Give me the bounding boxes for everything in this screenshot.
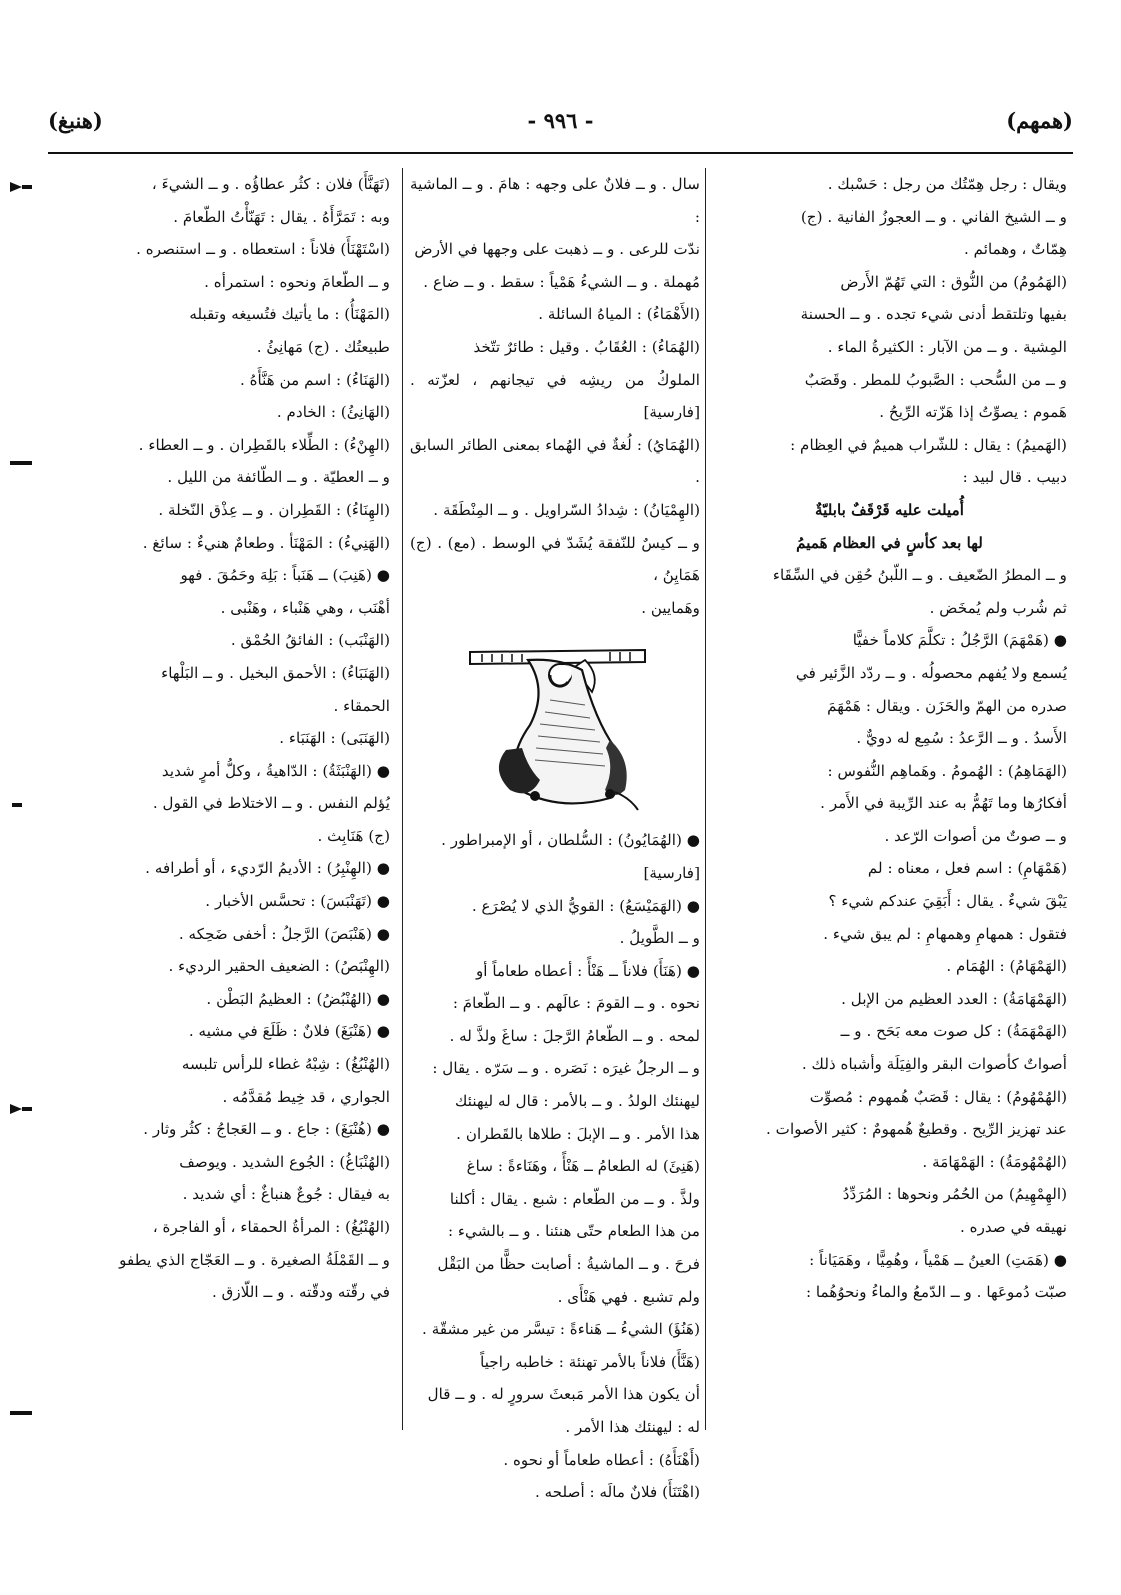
entry-line: ● (هَنْبَغَ) فلانٌ : ظَلَعَ في مشيه . xyxy=(188,1022,390,1041)
entry-line: ثم شُرب ولم يُمخَض . xyxy=(929,598,1067,617)
verse-line: لها بعد كأسٍ في العظام هَميمُ xyxy=(796,533,983,552)
entry-line: الحمقاء . xyxy=(333,696,390,715)
verse-line: أُميلت عليه قَرْقَفٌ بابليّةٌ xyxy=(814,500,964,519)
entry-line: (هَنِئَ) له الطعامُ ــ هَنْأً ، وهَنَاءةً : ساغ xyxy=(466,1157,700,1176)
entry-line: أن يكون هذا الأمر مَبعثَ سرورٍ له . و ــ قال xyxy=(427,1385,700,1404)
entry-line: و ــ من السُّحب : الصَّبوبُ للمطر . وقَصَبٌ xyxy=(804,370,1067,389)
entry-line: (الهِنْبَصُ) : الضعيف الحقير الرديء . xyxy=(168,957,390,976)
entry-line: (الهُمْهُومَةُ) : الهَمْهَامَة . xyxy=(922,1152,1067,1171)
entry-line: (هَنَّأَ) فلاناً بالأمر تهنئة : خاطبه راجياً xyxy=(480,1352,700,1371)
entry-line: و ــ كيسٌ للنّفقة يُشَدّ في الوسط . (مع) . (ج) هَمَايِنُ ، xyxy=(410,533,700,585)
entry-line: طبيعتُك . (ج) مَهانِئُ . xyxy=(256,337,390,356)
entry-line: فرحَ . و ــ الماشيةُ : أصابت حظًّا من البَقْل xyxy=(437,1255,700,1274)
entry-line: بفيها وتلتقط أدنى شيء تجده . و ــ الحسنة xyxy=(800,305,1067,324)
header-rule xyxy=(48,152,1073,154)
entry-line: [فارسية] xyxy=(643,863,700,882)
entry-line: وهَمايين . xyxy=(641,598,700,617)
entry-line: صدره من الهمّ والحَزَن . ويقال : هَمْهَمَ xyxy=(827,696,1067,715)
entry-line: (ج) هَنَابِث . xyxy=(317,826,390,845)
entry-line: من هذا الطعام حتّى هنئنا . و ــ بالشيء : xyxy=(447,1222,700,1241)
entry-line: (أَهْنَأَهُ) : أعطاه طعاماً أو نحوه . xyxy=(503,1450,700,1469)
entry-line: و ــ المطرُ الضّعيف . و ــ اللّبنُ حُقِن في السِّقَاء xyxy=(772,566,1067,585)
entry-line: لمحه . و ــ الطّعامُ الرَّجلَ : ساغَ ولذَّ له . xyxy=(449,1026,700,1045)
entry-line: صبّت دُموعَها . و ــ الدّمعُ والماءُ ونحوُهُما : xyxy=(805,1283,1067,1302)
entry-line: يُسمع ولا يُفهم محصولُه . و ــ ردّد الزَّئير في xyxy=(795,663,1067,682)
page-number: - ٩٩٦ - xyxy=(527,108,594,133)
entry-line: ● (هَنِبَ) ــ هَنَباً : بَلِهَ وحَمُقَ . فهو xyxy=(180,566,390,585)
entry-line: وبه : تَمَرَّأَهُ . يقال : تَهَنّأْتُ الطّعامَ . xyxy=(173,207,390,226)
entry-line: في رقّته ودقّته . و ــ اللّازق . xyxy=(211,1283,390,1302)
running-head-left: (هنبغ) xyxy=(48,108,103,133)
entry-line: ليهنئك الولدُ . و ــ بالأمر : قال له ليهنئك xyxy=(455,1092,700,1111)
entry-line: ● (الهُنْبُضُ) : العظيمُ البَطْن . xyxy=(206,989,390,1008)
entry-line: سال . و ــ فلانٌ على وجهه : هامَ . و ــ الماشية : xyxy=(410,175,700,226)
entry-line: (الهَمْهَامَةُ) : العدد العظيم من الإبل . xyxy=(841,989,1067,1008)
entry-line: نهيقه في صدره . xyxy=(959,1218,1067,1236)
column-middle xyxy=(410,168,700,1502)
entry-line: (الهُنْبُغُ) : المرأةُ الحمقاء ، أو الفاجرة ، xyxy=(152,1218,390,1236)
entry-line: هَموم : يصوِّتُ إذا هَزّته الرِّيحُ . xyxy=(879,403,1067,422)
entry-line: (الهَنَبَى) : الهَنَبَاء . xyxy=(279,729,390,748)
entry-line: (الهَمْهَمَةُ) : كل صوت معه بَحَح . و ــ xyxy=(840,1022,1067,1041)
column-divider xyxy=(705,168,706,1430)
entry-line: يُؤلم النفس . و ــ الاختلاط في القول . xyxy=(152,794,390,813)
entry-line: ● (الهِنْبِرُ) : الأديمُ الرّديء ، أو أطرافه . xyxy=(145,859,390,878)
entry-line: (الهَمُومُ) من النُّوق : التي تَهُمّ الأَرض xyxy=(840,272,1067,291)
entry-line: (الهَمَاهِمُ) : الهُمومُ . وهَماهِم النُّفوس : xyxy=(827,761,1067,780)
margin-dash-icon xyxy=(8,458,34,470)
margin-arrow-icon xyxy=(8,180,34,192)
entry-line: (الهُنْبُغُ) : شِبْهُ غطاء للرأس تلبسه xyxy=(181,1055,390,1074)
entry-line: دبيب . قال لبيد : xyxy=(962,468,1067,487)
entry-line: ندّت للرعى . و ــ ذهبت على وجهها في الأرض xyxy=(414,240,700,259)
margin-dash-icon xyxy=(8,800,34,812)
entry-line: (الهِمْهِيمُ) من الحُمُر ونحوها : المُرَدِّدُ xyxy=(842,1185,1067,1204)
entry-line: أفكارُها وما تَهُمُّ به عند الرِّيبة في الأَمر . xyxy=(820,794,1067,813)
entry-line: ولم تشبع . فهي هَنْأَى . xyxy=(557,1287,700,1306)
entry-line: الجواري ، قد خِيط مُقدَّمُه . xyxy=(222,1087,390,1106)
entry-line: أهْنَب ، وهي هَنْباء ، وهَنْبى . xyxy=(220,598,390,617)
entry-line: ● (الهَنْبَثَةُ) : الدّاهيةُ ، وكلُّ أمرٍ شديد xyxy=(161,761,390,780)
entry-line: له : ليهنئك هذا الأمر . xyxy=(565,1418,700,1436)
entry-line: و ــ العطيّة . و ــ الطّائفة من الليل . xyxy=(167,468,390,487)
margin-arrow-icon xyxy=(8,1102,34,1114)
entry-line: نحوه . و ــ القومَ : عالَهم . و ــ الطّعامَ : xyxy=(452,994,700,1013)
margin-dash-icon xyxy=(8,1408,34,1420)
entry-line: ● (تَهَنْبَسَ) : تحسَّس الأخبار . xyxy=(205,892,390,911)
entry-line: عند تهزيز الرِّيح . وقطيعٌ هُمهومٌ : كثير الأصوات . xyxy=(766,1120,1067,1139)
column-right xyxy=(712,168,1067,1428)
entry-line: (الهُمَايُ) : لُغةٌ في الهُماء بمعنى الطائر السابق . xyxy=(410,435,700,487)
entry-line: (هَنُؤَ) الشيءُ ــ هَناءةً : تيسَّر من غير مشقّة . xyxy=(422,1320,700,1339)
entry-line: الملوكُ من ريشِه في تيجانهم ، لعزّته . [فارسية] xyxy=(410,370,700,422)
entry-line: و ــ صوتٌ من أصوات الرّعد . xyxy=(884,826,1067,845)
entry-line: و ــ القَمْلَةُ الصغيرة . و ــ العَجّاج الذي يطفو xyxy=(119,1250,390,1269)
entry-line: (تَهَنَّأَ) فلان : كثُر عطاؤُه . و ــ الشيءَ ، xyxy=(151,175,390,193)
running-head-right: (همهم) xyxy=(1006,108,1073,133)
entry-line: (الهَميمُ) : يقال : للشّراب هميمٌ في العِظام : xyxy=(790,435,1067,454)
entry-line: هِمّاتٌ ، وهمائم . xyxy=(963,240,1067,259)
column-divider xyxy=(402,168,403,1430)
entry-line: (الهُمَاءُ) : العُقَابُ . وقيل : طائرٌ تتّخذ xyxy=(473,337,700,356)
entry-line: ولذَّ . و ــ من الطّعام : شبع . يقال : أكلنا xyxy=(449,1189,700,1208)
entry-line: و ــ الطّعامَ ونحوه : استمرأه . xyxy=(204,272,390,291)
entry-line: ويقال : رجل هِمّتُك من رجل : حَسْبك . xyxy=(827,175,1067,193)
entry-line: (الهَنِيءُ) : المَهْنَأ . وطعامٌ هنيءٌ : سائغ . xyxy=(142,533,390,552)
entry-line: أصواتٌ كأصوات البقر والفِيَلَة وأشباه ذلك . xyxy=(801,1055,1067,1074)
entry-line: (الهَنْبَب) : الفائقُ الحُمْق . xyxy=(230,631,390,650)
entry-line: فتقول : همهامِ وهمهامِ : لم يبق شيء . xyxy=(823,924,1067,943)
entry-line: به فيقال : جُوعٌ هنباغٌ : أي شديد . xyxy=(182,1185,390,1204)
entry-line: يَبْقَ شيءٌ . يقال : أَبَقِيَ عندكم شيء ؟ xyxy=(828,892,1067,911)
entry-line: ● (هَنْبَصَ) الرَّجلُ : أخفى ضَحِكه . xyxy=(178,924,390,943)
entry-line: ● (الهُمَايُونُ) : السُّلطان ، أو الإمبراطور . xyxy=(441,831,700,850)
entry-line: ● (الهَمَيْسَعُ) : القويُّ الذي لا يُصْرَع . xyxy=(471,896,700,915)
entry-line: (الهَمْهَامُ) : الهُمَام . xyxy=(946,957,1067,976)
entry-line: ● (هَمَتِ) العينُ ــ هَمْياً ، وهُمِيًّا ، وهَمَيَاناً : xyxy=(809,1250,1067,1269)
entry-line: (الهَنَاءُ) : اسم من هَنَّأَهُ . xyxy=(239,370,390,389)
entry-line: (اهْتَنَأَ) فلانٌ مالَه : أصلحه . xyxy=(534,1483,700,1502)
entry-line: (الهِمْيَانُ) : شِدادُ السّراويل . و ــ المِنْطَقَة . xyxy=(433,500,700,519)
entry-line: (الأَهْمَاءُ) : المياهُ السائلة . xyxy=(538,305,700,324)
entry-line: (اسْتَهْنَأَ) فلاناً : استعطاه . و ــ استنصره . xyxy=(136,240,390,259)
entry-line: مُهملة . و ــ الشيءُ هَمْياً : سقط . و ــ ضاع . xyxy=(423,272,700,291)
entry-line: (الهِنَاءُ) : القَطِران . و ــ عِذْق النّخلة . xyxy=(158,500,390,519)
entry-line: الأَسدُ . و ــ الرَّعدُ : سُمِع له دويٌّ . xyxy=(856,729,1067,748)
entry-line: و ــ الطَّويلُ . xyxy=(619,929,700,948)
entry-line: ● (هَنَأَ) فلاناً ــ هَنْأً : أعطاه طعاماً أو xyxy=(475,961,700,980)
entry-line: (المَهْنَأُ) : ما يأتيك فتُسيغه وتقبله xyxy=(189,305,390,324)
column-left xyxy=(70,168,390,1428)
entry-line: (الهِنْءُ) : الطِّلاء بالقَطِران . و ــ العطاء . xyxy=(138,435,390,454)
himyan-purse-illustration xyxy=(410,630,700,820)
entry-line: ● (هَمْهَمَ) الرَّجُلُ : تكلَّمَ كلاماً خفيًّا xyxy=(852,631,1067,650)
entry-line: (الهَانِئُ) : الخادم . xyxy=(276,403,390,422)
entry-line: المِشية . و ــ من الآبار : الكثيرةُ الماء . xyxy=(827,337,1067,356)
entry-line: و ــ الرجلُ غيرَه : نَصَره . و ــ سَرّه . يقال : xyxy=(432,1059,700,1078)
entry-line: (هَمْهَامِ) : اسم فعل ، معناه : لم xyxy=(867,859,1067,878)
entry-line: ● (هُنْبَغَ) : جاع . و ــ العَجاجُ : كثُر وثار . xyxy=(143,1120,390,1139)
page-header xyxy=(48,108,1073,148)
entry-line: (الهُنْبَاغُ) : الجُوع الشديد . ويوصف xyxy=(179,1152,390,1171)
entry-line: هذا الأمر . و ــ الإبلَ : طلاها بالقَطران . xyxy=(456,1124,700,1143)
entry-line: (الهُمْهُومُ) : يقال : قَصَبٌ هُمهوم : مُصوِّت xyxy=(809,1087,1067,1106)
entry-line: (الهَنَبَاءُ) : الأحمق البخيل . و ــ البَلْهاء xyxy=(161,663,390,682)
entry-line: و ــ الشيخ الفاني . و ــ العجوزُ الفانية . (ج) xyxy=(800,207,1067,226)
